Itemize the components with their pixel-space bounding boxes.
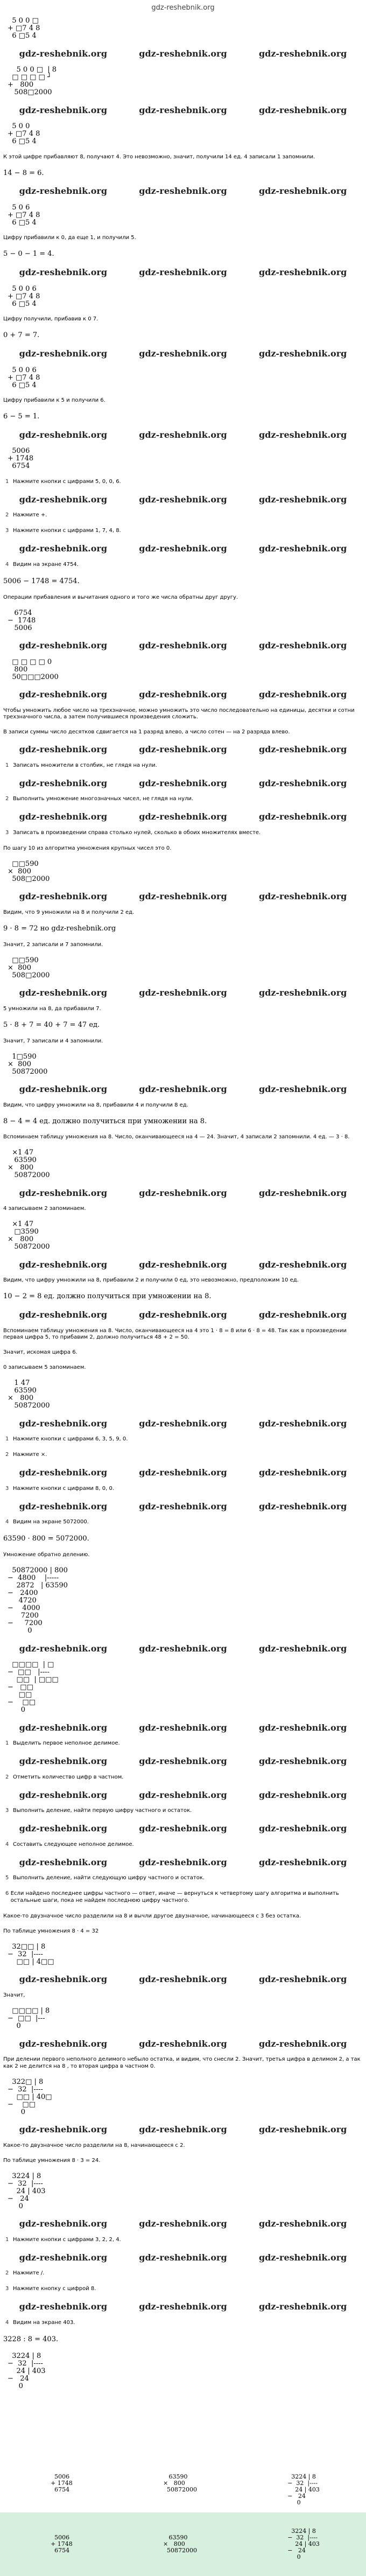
algorithm-step xyxy=(5,1486,363,1493)
watermark-text: gdz-reshebnik.org xyxy=(258,1722,347,1733)
algorithm-step xyxy=(5,796,363,803)
column-calculation: 3224 | 8 − 32 |---- 24 | 403 − 24 0 xyxy=(8,2351,46,2390)
equation: 5006 − 1748 = 4754. xyxy=(3,577,80,585)
watermark-text: gdz-reshebnik.org xyxy=(19,2124,108,2135)
watermark-text: gdz-reshebnik.org xyxy=(258,2252,347,2263)
watermark-row xyxy=(3,811,363,822)
watermark-text: gdz-reshebnik.org xyxy=(139,1974,227,1985)
explanation-text: Цифру прибавили к 5 и получили 6. xyxy=(3,397,105,404)
watermark-text: gdz-reshebnik.org xyxy=(19,1084,108,1095)
watermark-text: gdz-reshebnik.org xyxy=(19,1418,108,1429)
watermark-text: gdz-reshebnik.org xyxy=(139,1310,227,1320)
explanation-text: Вспоминаем таблицу умножения на 8. Число, оканчивающееся на 4 это 1 · 8 = 8 или 6 · 8 = 48. Так как в произведении первая цифра 5, то прибавим 2, должно получиться 48 + 2 = 50. xyxy=(3,1327,347,1341)
step-text: Нажмите кнопку с цифрой 8. xyxy=(13,2286,96,2292)
watermark-text: gdz-reshebnik.org xyxy=(139,267,227,278)
watermark-text: gdz-reshebnik.org xyxy=(19,2252,108,2263)
equation: 0 + 7 = 7. xyxy=(3,331,40,340)
column-calculation: □□□□ | 8 − □□ |--- 0 xyxy=(8,2007,50,2031)
final-division: 3224 | 8 − 32 |---- 24 | 403 − 24 0 xyxy=(287,2528,320,2560)
explanation-text: По таблице умножения 8 · 3 = 24. xyxy=(3,2157,101,2164)
equation: 5 · 8 + 7 = 40 + 7 = 47 ед. xyxy=(3,1020,100,1029)
explanation-text: По таблице умножения 8 · 4 = 32 xyxy=(3,1928,99,1934)
algorithm-step xyxy=(5,2320,363,2327)
watermark-text: gdz-reshebnik.org xyxy=(139,1643,227,1654)
watermark-text: gdz-reshebnik.org xyxy=(139,1187,227,1198)
watermark-text: gdz-reshebnik.org xyxy=(139,1823,227,1834)
explanation-text: Значит, xyxy=(3,1992,25,1998)
step-text: Нажмите кнопки с цифрами 6, 3, 5, 9, 0. xyxy=(13,1436,128,1443)
step-text: Записать в произведении справа столько нулей, сколько в обоих множителях вместе. xyxy=(13,829,261,836)
column-calculation: □□□□ | □ − □□ |---- □□ | □□□ − □□ □□ − □□ 0 xyxy=(8,1661,59,1714)
watermark-text: gdz-reshebnik.org xyxy=(19,1823,108,1834)
watermark-text: gdz-reshebnik.org xyxy=(19,1467,108,1478)
watermark-text: gdz-reshebnik.org xyxy=(19,1974,108,1985)
step-number: 2 xyxy=(5,2270,9,2277)
watermark-row xyxy=(3,1467,363,1478)
watermark-text: gdz-reshebnik.org xyxy=(139,348,227,359)
step-number: 2 xyxy=(5,796,9,802)
step-number: 2 xyxy=(5,1774,9,1780)
watermark-text: gdz-reshebnik.org xyxy=(258,778,347,788)
watermark-row xyxy=(3,267,363,278)
equation: 9 · 8 = 72 но gdz-reshebnik.org xyxy=(3,924,116,933)
summary-multiplication: 63590 × 800 50872000 xyxy=(163,2473,197,2493)
step-text: Нажмите ×. xyxy=(13,1452,47,1458)
watermark-text: gdz-reshebnik.org xyxy=(139,1418,227,1429)
watermark-row xyxy=(3,348,363,359)
watermark-text: gdz-reshebnik.org xyxy=(19,1722,108,1733)
explanation-text: При делении первого неполного делимого небыло остатка, и видим, что снесли 2. Значит, третья цифра в делимом 2, а так как 2 не делится на 8 , то вторая цифра в частном 0. xyxy=(3,2056,361,2069)
watermark-text: gdz-reshebnik.org xyxy=(258,494,347,505)
step-text: Выделить первое неполное делимое. xyxy=(13,1740,120,1747)
watermark-text: gdz-reshebnik.org xyxy=(139,891,227,902)
watermark-text: gdz-reshebnik.org xyxy=(139,1722,227,1733)
watermark-text: gdz-reshebnik.org xyxy=(139,1756,227,1767)
algorithm-step xyxy=(5,2286,363,2293)
watermark-text: gdz-reshebnik.org xyxy=(258,2124,347,2135)
watermark-text: gdz-reshebnik.org xyxy=(19,48,108,59)
step-number: 3 xyxy=(5,2286,9,2292)
step-number: 3 xyxy=(5,528,9,534)
algorithm-step xyxy=(5,1875,363,1882)
watermark-text: gdz-reshebnik.org xyxy=(19,811,108,822)
watermark-text: gdz-reshebnik.org xyxy=(19,348,108,359)
watermark-text: gdz-reshebnik.org xyxy=(139,2124,227,2135)
step-number: 3 xyxy=(5,829,9,836)
column-calculation: 32□□ | 8 − 32 |---- □□ | 4□□ xyxy=(8,1942,54,1966)
watermark-row xyxy=(3,105,363,116)
equation: 10 − 2 = 8 ед. должно получиться при умножении на 8. xyxy=(3,1292,212,1301)
equation: 5 − 0 − 1 = 4. xyxy=(3,250,54,258)
watermark-row xyxy=(3,1790,363,1801)
equation: 8 − 4 = 4 ед. должно получиться при умножении на 8. xyxy=(3,1117,207,1125)
explanation-text: Значит, 2 записали и 7 запомнили. xyxy=(3,941,103,948)
column-calculation: 5 0 0 6 + □7 4 8 6 □5 4 xyxy=(8,284,40,308)
final-addition: 5006 + 1748 6754 xyxy=(51,2534,73,2554)
watermark-text: gdz-reshebnik.org xyxy=(139,2301,227,2312)
solution-page xyxy=(0,17,366,2390)
column-calculation: 5 0 0 □ + □7 4 8 6 □5 4 xyxy=(8,17,40,40)
explanation-text: Видим, что 9 умножили на 8 и получили 2 ед. xyxy=(3,909,135,915)
step-text: Нажмите кнопки с цифрами 1, 7, 4, 8. xyxy=(13,528,121,534)
watermark-text: gdz-reshebnik.org xyxy=(139,48,227,59)
step-text: Если найдено последнее цифры частного — ответ, иначе — вернуться к четвертому шагу алгоритма и выполнить остальные шаги, пока не найдем последнюю цифру частного. xyxy=(10,1891,339,1903)
watermark-row xyxy=(3,1084,363,1095)
algorithm-step xyxy=(5,1740,363,1747)
explanation-text: В записи суммы число десятков сдвигается на 1 разряд влево, а число сотен — на 2 разряда влево. xyxy=(3,729,290,736)
watermark-text: gdz-reshebnik.org xyxy=(258,1974,347,1985)
step-text: Видим на экране 5072000. xyxy=(13,1519,89,1525)
watermark-text: gdz-reshebnik.org xyxy=(258,1756,347,1767)
watermark-text: gdz-reshebnik.org xyxy=(258,891,347,902)
watermark-row xyxy=(3,48,363,59)
watermark-row xyxy=(3,2252,363,2263)
watermark-text: gdz-reshebnik.org xyxy=(258,2038,347,2049)
watermark-text: gdz-reshebnik.org xyxy=(19,1501,108,1511)
watermark-text: gdz-reshebnik.org xyxy=(19,494,108,505)
summary-addition: 5006 + 1748 6754 xyxy=(51,2473,73,2493)
watermark-text: gdz-reshebnik.org xyxy=(19,2038,108,2049)
watermark-text: gdz-reshebnik.org xyxy=(19,988,108,998)
step-number: 3 xyxy=(5,1808,9,1814)
watermark-text: gdz-reshebnik.org xyxy=(19,429,108,440)
watermark-text: gdz-reshebnik.org xyxy=(258,48,347,59)
equation: 3228 : 8 = 403. xyxy=(3,2335,59,2343)
explanation-text: 5 умножили на 8, да прибавили 7. xyxy=(3,1005,101,1012)
explanation-text: Видим, что цифру умножили на 8, прибавили 4 и получили 8 ед. xyxy=(3,1102,188,1108)
watermark-text: gdz-reshebnik.org xyxy=(258,640,347,651)
step-text: Нажмите кнопки с цифрами 5, 0, 0, 6. xyxy=(13,478,121,485)
watermark-text: gdz-reshebnik.org xyxy=(19,1310,108,1320)
column-calculation: 6754 − 1748 5006 xyxy=(8,608,36,632)
algorithm-step xyxy=(5,562,363,569)
explanation-text: Значит, искомая цифра 6. xyxy=(3,1349,78,1356)
watermark-row xyxy=(3,744,363,755)
column-calculation: 5006 + 1748 6754 xyxy=(8,447,34,471)
column-calculation: 1 47 63590 × 800 50872000 xyxy=(8,1379,50,1410)
watermark-text: gdz-reshebnik.org xyxy=(139,2218,227,2229)
step-number: 4 xyxy=(5,2319,9,2326)
watermark-row xyxy=(3,430,363,440)
step-number: 1 xyxy=(5,478,9,485)
watermark-row xyxy=(3,2218,363,2229)
watermark-text: gdz-reshebnik.org xyxy=(19,104,108,115)
explanation-text: Видим, что цифру умножили на 8, прибавили 2 и получили 0 ед, это невозможно, предположим 10 ед. xyxy=(3,1277,299,1284)
algorithm-step xyxy=(5,1452,363,1459)
watermark-row xyxy=(3,2124,363,2135)
watermark-text: gdz-reshebnik.org xyxy=(19,2301,108,2312)
step-number: 4 xyxy=(5,1519,9,1525)
step-text: Нажмите кнопки с цифрами 3, 2, 2, 4. xyxy=(13,2236,121,2243)
watermark-text: gdz-reshebnik.org xyxy=(139,104,227,115)
watermark-text: gdz-reshebnik.org xyxy=(139,1501,227,1511)
algorithm-step xyxy=(5,830,363,837)
watermark-row xyxy=(3,778,363,789)
watermark-text: gdz-reshebnik.org xyxy=(258,1310,347,1320)
column-calculation: 322□ | 8 − 32 |---- □□ | 40□ − □□ 0 xyxy=(8,2077,52,2116)
watermark-row xyxy=(3,494,363,505)
watermark-text: gdz-reshebnik.org xyxy=(139,494,227,505)
step-number: 1 xyxy=(5,762,9,768)
watermark-row xyxy=(3,1418,363,1429)
watermark-text: gdz-reshebnik.org xyxy=(258,2301,347,2312)
explanation-text: 0 записываем 5 запоминаем. xyxy=(3,1364,86,1371)
explanation-text: Операции прибавления и вычитания одного и того же числа обратны друг другу. xyxy=(3,594,238,600)
step-text: Выполнить деление, найти первую цифру частного и остаток. xyxy=(13,1808,192,1814)
watermark-text: gdz-reshebnik.org xyxy=(258,1789,347,1800)
watermark-row xyxy=(3,1501,363,1512)
watermark-text: gdz-reshebnik.org xyxy=(258,1187,347,1198)
algorithm-step xyxy=(5,1842,363,1849)
watermark-row xyxy=(3,689,363,700)
equation: 6 − 5 = 1. xyxy=(3,412,40,421)
step-number: 4 xyxy=(5,1841,9,1847)
watermark-row xyxy=(3,1823,363,1834)
step-number: 5 xyxy=(5,1875,9,1881)
watermark-text: gdz-reshebnik.org xyxy=(139,689,227,700)
watermark-row xyxy=(3,2039,363,2049)
watermark-row xyxy=(3,1188,363,1199)
column-calculation: □□590 × 800 508□2000 xyxy=(8,859,50,883)
algorithm-step xyxy=(5,1891,363,1904)
explanation-text: Умножение обратно делению. xyxy=(3,1552,90,1558)
column-calculation: 5 0 0 □ | 8 □ □ □ □ ┘ + 800 508□2000 xyxy=(8,66,57,97)
watermark-text: gdz-reshebnik.org xyxy=(258,811,347,822)
algorithm-step xyxy=(5,479,363,486)
watermark-text: gdz-reshebnik.org xyxy=(258,348,347,359)
column-calculation: 1□590 × 800 50872000 xyxy=(8,1052,48,1076)
equation: 63590 · 800 = 5072000. xyxy=(3,1535,89,1543)
watermark-row xyxy=(3,1756,363,1767)
watermark-text: gdz-reshebnik.org xyxy=(258,1643,347,1654)
watermark-text: gdz-reshebnik.org xyxy=(19,640,108,651)
watermark-row xyxy=(3,543,363,554)
step-number: 1 xyxy=(5,1740,9,1747)
watermark-text: gdz-reshebnik.org xyxy=(19,267,108,278)
watermark-text: gdz-reshebnik.org xyxy=(19,543,108,554)
watermark-text: gdz-reshebnik.org xyxy=(139,2038,227,2049)
column-calculation: □□590 × 800 508□2000 xyxy=(8,956,50,979)
final-multiplication: 63590 × 800 50872000 xyxy=(163,2534,197,2554)
column-calculation: ×1 47 63590 × 800 50872000 xyxy=(8,1149,50,1180)
column-calculation: □ □ □ □ 0 800 50□□□2000 xyxy=(12,657,59,681)
watermark-text: gdz-reshebnik.org xyxy=(19,778,108,788)
watermark-text: gdz-reshebnik.org xyxy=(19,891,108,902)
algorithm-step xyxy=(5,1774,363,1781)
step-text: Нажмите /. xyxy=(13,2270,45,2277)
watermark-text: gdz-reshebnik.org xyxy=(258,1823,347,1834)
column-calculation: 5 0 0 6 + □7 4 8 6 □5 4 xyxy=(8,366,40,389)
step-text: Записать множители в столбик, не глядя на нули. xyxy=(13,762,157,768)
watermark-text: gdz-reshebnik.org xyxy=(258,988,347,998)
watermark-text: gdz-reshebnik.org xyxy=(139,186,227,197)
watermark-text: gdz-reshebnik.org xyxy=(258,1501,347,1511)
watermark-text: gdz-reshebnik.org xyxy=(19,1259,108,1270)
column-calculation: 5 0 0 + □7 4 8 6 □5 4 xyxy=(8,122,40,146)
watermark-text: gdz-reshebnik.org xyxy=(19,186,108,197)
step-text: Составить следующее неполное делимое. xyxy=(13,1841,134,1847)
watermark-text: gdz-reshebnik.org xyxy=(258,429,347,440)
column-calculation: ×1 47 □3590 × 800 50872000 xyxy=(8,1220,50,1251)
watermark-text: gdz-reshebnik.org xyxy=(139,1857,227,1867)
summary-highlight-row xyxy=(0,2512,366,2576)
watermark-text: gdz-reshebnik.org xyxy=(139,543,227,554)
watermark-text: gdz-reshebnik.org xyxy=(139,429,227,440)
watermark-text: gdz-reshebnik.org xyxy=(139,640,227,651)
watermark-text: gdz-reshebnik.org xyxy=(139,744,227,755)
column-calculation: 50872000 | 800 − 4800 |----- 2872 | 63590 − 2400 4720 − 4000 7200 − 7200 0 xyxy=(8,1566,68,1635)
explanation-text: Цифру получили, прибавив к 0 7. xyxy=(3,316,98,323)
watermark-text: gdz-reshebnik.org xyxy=(139,1259,227,1270)
step-number: 3 xyxy=(5,1485,9,1492)
step-text: Выполнить умножение многозначных чисел, не глядя на нули. xyxy=(13,796,194,802)
watermark-text: gdz-reshebnik.org xyxy=(139,1467,227,1478)
explanation-text: Чтобы умножить любое число на трехзначное, можно умножить это число последовательно на единицы, десятки и сотни трехзначного числа, а затем получившиеся произведения сложить. xyxy=(3,707,355,720)
algorithm-step xyxy=(5,2270,363,2277)
algorithm-step xyxy=(5,512,363,519)
step-number: 1 xyxy=(5,1436,9,1443)
watermark-text: gdz-reshebnik.org xyxy=(139,2252,227,2263)
watermark-text: gdz-reshebnik.org xyxy=(19,1756,108,1767)
explanation-text: Какое-то двузначное число разделили на 8 и вычли другое двузначное, начинающееся с 3 без остатка. xyxy=(3,1913,301,1919)
step-number: 4 xyxy=(5,561,9,568)
step-number: 1 xyxy=(5,2236,9,2243)
watermark-text: gdz-reshebnik.org xyxy=(19,744,108,755)
watermark-text: gdz-reshebnik.org xyxy=(258,744,347,755)
step-text: Нажмите кнопки с цифрами 8, 0, 0. xyxy=(13,1485,115,1492)
explanation-text: Вспоминаем таблицу умножения на 8. Число, оканчивающееся на 4 — 24. Значит, 4 записали 2 запомнили. 4 ед. — 3 · 8. xyxy=(3,1134,350,1140)
watermark-text: gdz-reshebnik.org xyxy=(258,186,347,197)
watermark-row xyxy=(3,1857,363,1868)
algorithm-step xyxy=(5,1808,363,1815)
step-text: Выполнить деление, найти следующую цифру частного и остаток. xyxy=(13,1875,205,1881)
watermark-text: gdz-reshebnik.org xyxy=(19,2218,108,2229)
watermark-text: gdz-reshebnik.org xyxy=(258,1857,347,1867)
algorithm-step xyxy=(5,2237,363,2244)
watermark-text: gdz-reshebnik.org xyxy=(258,689,347,700)
summary-division: 3224 | 8 − 32 |---- 24 | 403 − 24 0 xyxy=(287,2473,320,2506)
algorithm-step xyxy=(5,1436,363,1443)
watermark-row xyxy=(3,1310,363,1320)
algorithm-step xyxy=(5,528,363,535)
explanation-text: К этой цифре прибавляют 8, получают 4. Это невозможно, значит, получили 14 ед. 4 записали 1 запомнили. xyxy=(3,153,315,160)
explanation-text: Какое-то двузначное число разделили на 8, начинающееся с 2. xyxy=(3,2142,185,2148)
watermark-text: gdz-reshebnik.org xyxy=(139,811,227,822)
watermark-text: gdz-reshebnik.org xyxy=(258,543,347,554)
watermark-text: gdz-reshebnik.org xyxy=(19,689,108,700)
step-text: Нажмите +. xyxy=(13,512,47,519)
watermark-text: gdz-reshebnik.org xyxy=(258,1084,347,1095)
watermark-text: gdz-reshebnik.org xyxy=(19,1187,108,1198)
watermark-row xyxy=(3,2301,363,2312)
watermark-text: gdz-reshebnik.org xyxy=(139,778,227,788)
watermark-row xyxy=(3,1259,363,1270)
step-text: Отметить количество цифр в частном. xyxy=(13,1774,124,1780)
step-number: 6 xyxy=(5,1891,9,1897)
equation: 14 − 8 = 6. xyxy=(3,169,44,177)
watermark-text: gdz-reshebnik.org xyxy=(139,1789,227,1800)
step-number: 2 xyxy=(5,512,9,519)
algorithm-step xyxy=(5,762,363,769)
step-number: 2 xyxy=(5,1452,9,1458)
watermark-text: gdz-reshebnik.org xyxy=(139,988,227,998)
watermark-row xyxy=(3,891,363,902)
column-calculation: 3224 | 8 − 32 |---- 24 | 403 − 24 0 xyxy=(8,2172,46,2210)
watermark-row xyxy=(3,988,363,998)
watermark-text: gdz-reshebnik.org xyxy=(19,1857,108,1867)
explanation-text: Значит, 7 записали и 4 запомнили. xyxy=(3,1038,103,1044)
watermark-text: gdz-reshebnik.org xyxy=(258,1418,347,1429)
site-header[interactable]: gdz-reshebnik.org xyxy=(151,4,215,12)
explanation-text: 4 записываем 2 запоминаем. xyxy=(3,1206,86,1212)
summary-row xyxy=(0,2470,366,2509)
watermark-text: gdz-reshebnik.org xyxy=(19,1789,108,1800)
step-text: Видим на экране 4754. xyxy=(13,561,79,568)
step-text: Видим на экране 403. xyxy=(13,2319,75,2326)
watermark-row xyxy=(3,186,363,197)
watermark-text: gdz-reshebnik.org xyxy=(258,1259,347,1270)
watermark-text: gdz-reshebnik.org xyxy=(19,1643,108,1654)
watermark-text: gdz-reshebnik.org xyxy=(258,267,347,278)
watermark-text: gdz-reshebnik.org xyxy=(258,104,347,115)
watermark-row xyxy=(3,1643,363,1654)
watermark-text: gdz-reshebnik.org xyxy=(258,2218,347,2229)
explanation-text: По шагу 10 из алгоритма умножения крупных чисел это 0. xyxy=(3,845,172,851)
watermark-row xyxy=(3,640,363,651)
watermark-text: gdz-reshebnik.org xyxy=(258,1467,347,1478)
watermark-row xyxy=(3,1974,363,1985)
watermark-row xyxy=(3,1723,363,1733)
algorithm-step xyxy=(5,1519,363,1526)
watermark-text: gdz-reshebnik.org xyxy=(139,1084,227,1095)
explanation-text: Цифру прибавили к 0, да еще 1, и получили 5. xyxy=(3,235,136,241)
column-calculation: 5 0 6 + □7 4 8 6 □5 4 xyxy=(8,203,40,227)
